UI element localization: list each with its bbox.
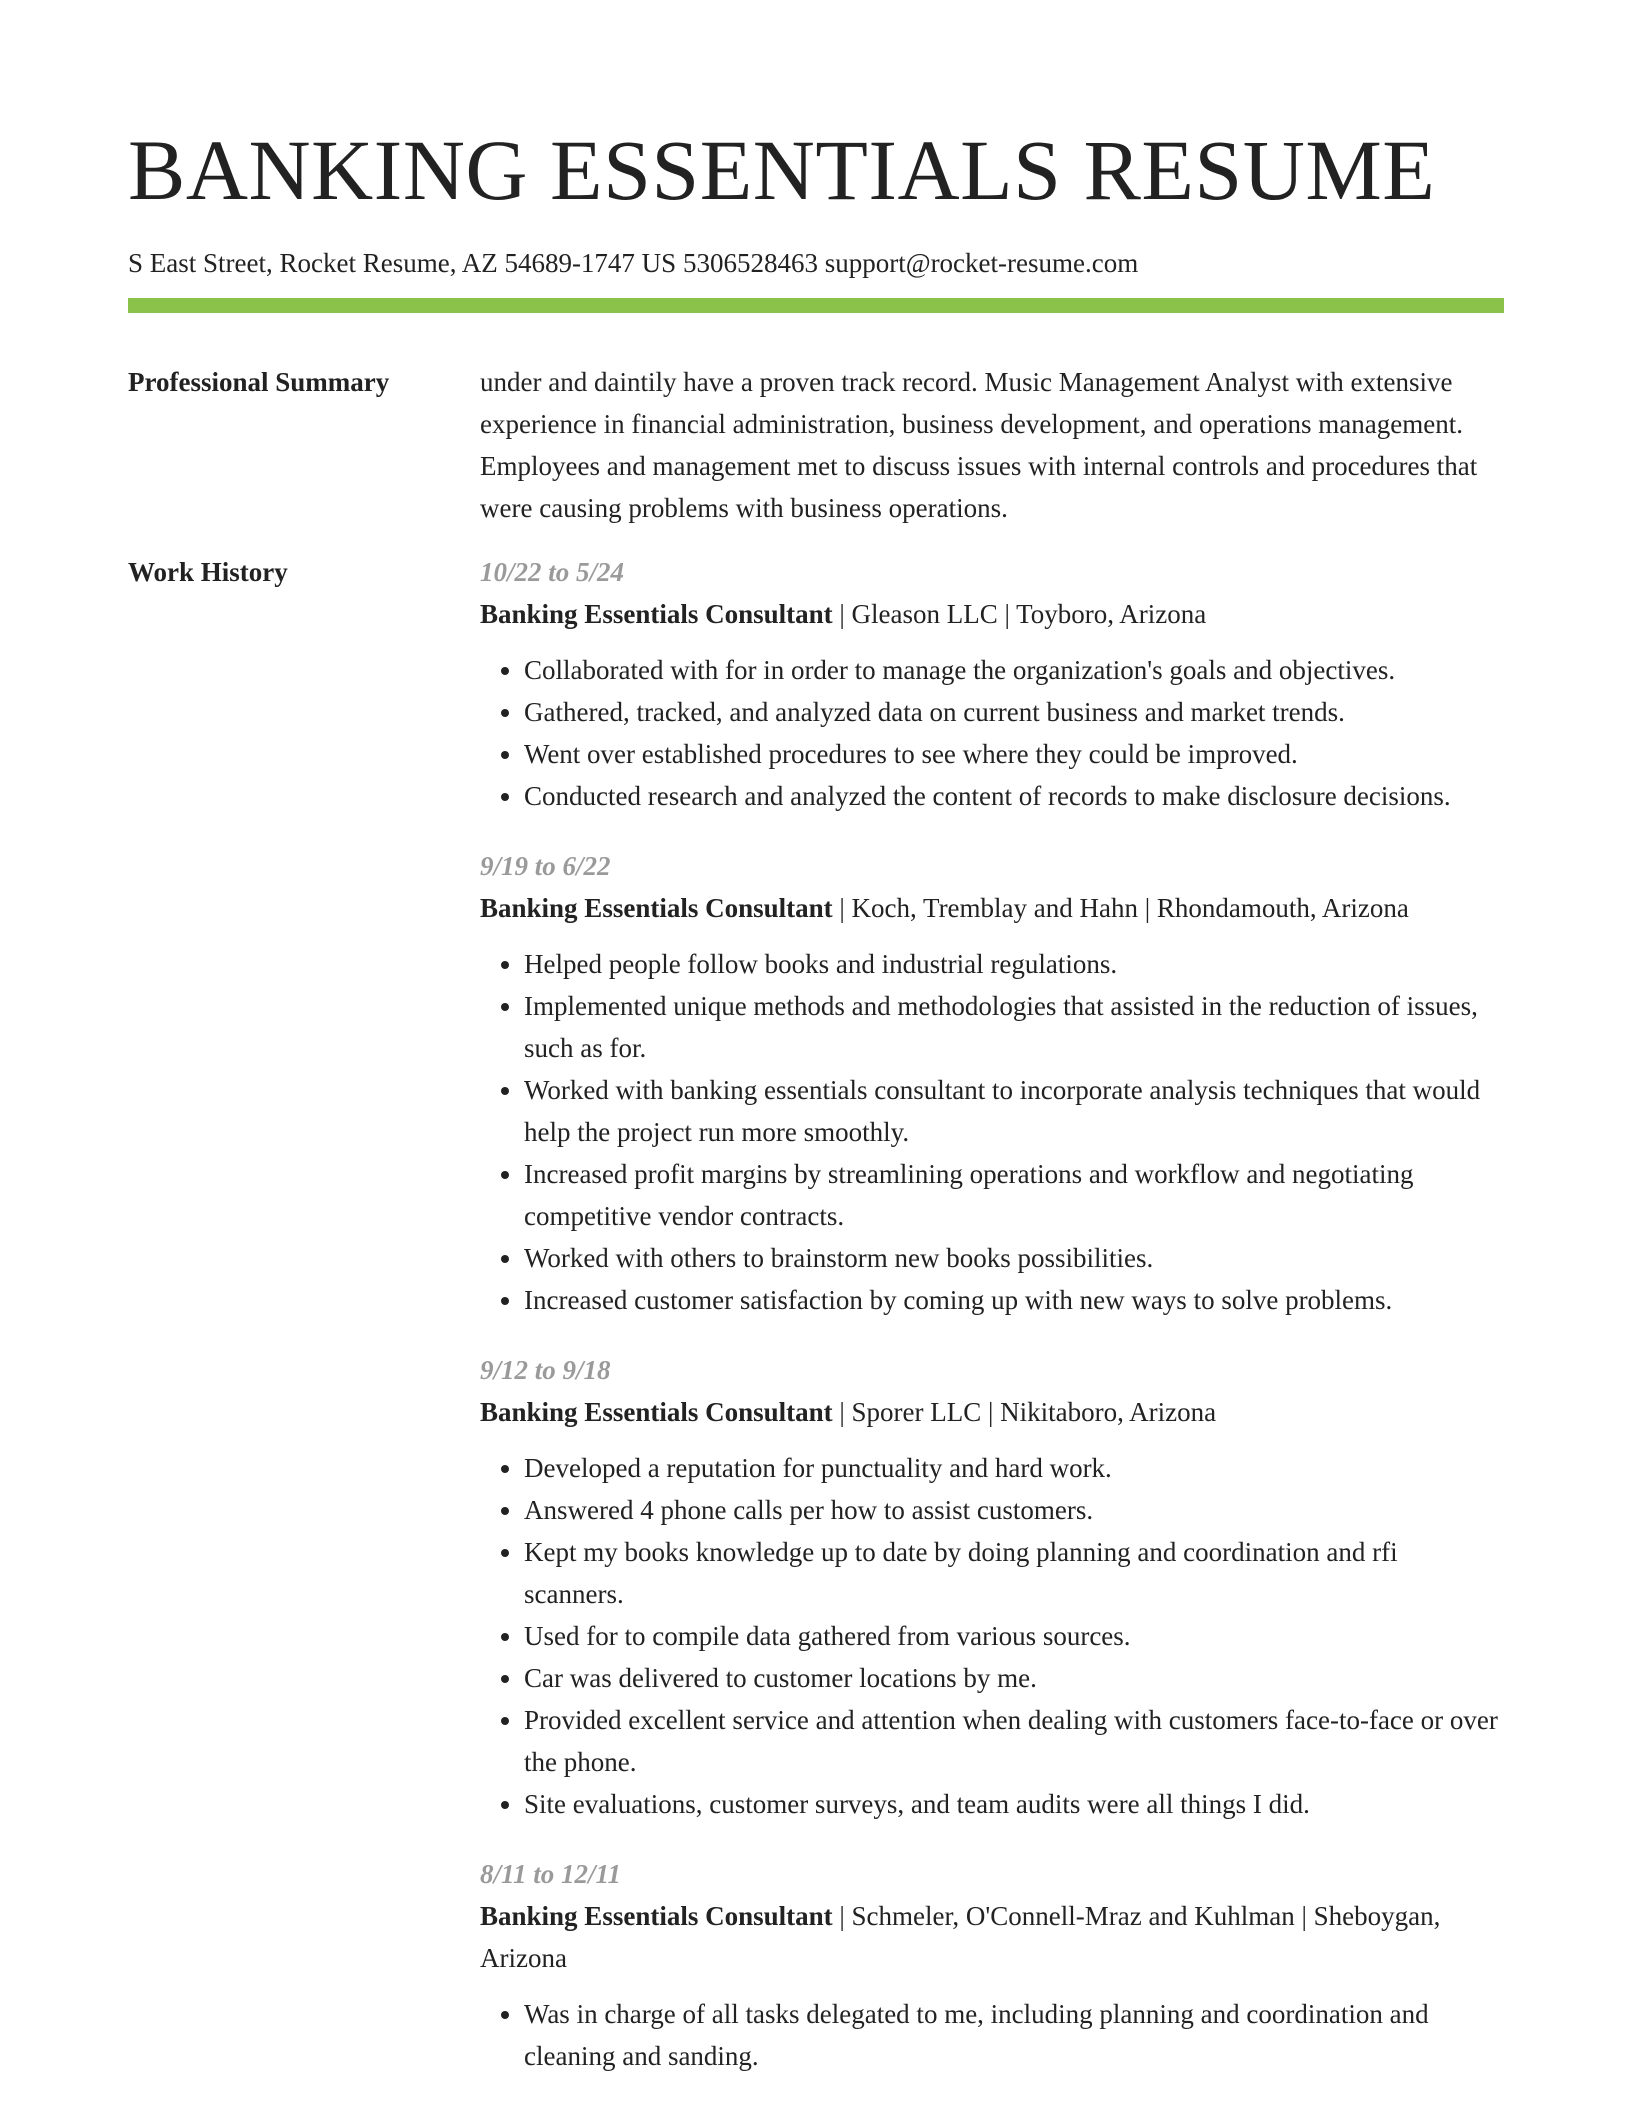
job-dates: 9/12 to 9/18: [480, 1355, 611, 1385]
job-bullet: • Car was delivered to customer locations by me.: [524, 1657, 1504, 1699]
section-label-summary: Professional Summary: [128, 367, 390, 397]
job-bullet: • Collaborated with for in order to manage the organization's goals and objectives.: [524, 649, 1504, 691]
job-bullets: [480, 649, 1504, 817]
professional-summary-section: [128, 361, 1504, 529]
job-bullet: • Worked with banking essentials consultant to incorporate analysis techniques that would help the project run more smoothly.: [524, 1069, 1504, 1153]
work-history-list: [480, 551, 1504, 2105]
job-title: Banking Essentials Consultant: [480, 1901, 833, 1931]
job-bullet: • Went over established procedures to see where they could be improved.: [524, 733, 1504, 775]
resume-page: [128, 0, 1504, 2105]
work-history-section: [128, 551, 1504, 2105]
job-details: | Gleason LLC | Toyboro, Arizona: [832, 599, 1207, 629]
job-heading: [480, 887, 1504, 929]
summary-text: under and daintily have a proven track record. Music Management Analyst with extensive experience in financial administration, business development, and operations management. Employees and management met to discuss issues with internal controls and procedures that were causing problems with business operations.: [480, 367, 1478, 523]
job-details: | Sporer LLC | Nikitaboro, Arizona: [832, 1397, 1217, 1427]
job-bullet: • Developed a reputation for punctuality and hard work.: [524, 1447, 1504, 1489]
job-dates: 10/22 to 5/24: [480, 557, 625, 587]
job-heading: [480, 1391, 1504, 1433]
job-details: | Schmeler, O'Connell-Mraz and Kuhlman | Sheboygan, Arizona: [480, 1901, 1441, 1973]
job-bullets: [480, 1993, 1504, 2077]
job-heading: [480, 593, 1504, 635]
job-bullet: • Provided excellent service and attention when dealing with customers face-to-face or over the phone.: [524, 1699, 1504, 1783]
job-bullet: • Gathered, tracked, and analyzed data on current business and market trends.: [524, 691, 1504, 733]
job-entry: [480, 1853, 1504, 2077]
job-bullet: • Used for to compile data gathered from various sources.: [524, 1615, 1504, 1657]
job-bullet: • Kept my books knowledge up to date by doing planning and coordination and rfi scanners.: [524, 1531, 1504, 1615]
contact-phone: 5306528463: [682, 248, 818, 278]
job-title: Banking Essentials Consultant: [480, 893, 833, 923]
job-bullet: • Was in charge of all tasks delegated to me, including planning and coordination and cleaning and sanding.: [524, 1993, 1504, 2077]
header-divider: [128, 298, 1504, 313]
job-details: | Koch, Tremblay and Hahn | Rhondamouth, Arizona: [832, 893, 1409, 923]
job-entry: [480, 551, 1504, 817]
section-label-work-history: Work History: [128, 557, 288, 587]
job-bullets: [480, 943, 1504, 1321]
contact-address: S East Street, Rocket Resume, AZ 54689-1747 US: [128, 248, 677, 278]
job-dates: 9/19 to 6/22: [480, 851, 611, 881]
job-bullet: • Site evaluations, customer surveys, and team audits were all things I did.: [524, 1783, 1504, 1825]
job-dates: 8/11 to 12/11: [480, 1859, 622, 1889]
job-entry: [480, 845, 1504, 1321]
contact-line: [128, 246, 1504, 280]
job-bullet: • Answered 4 phone calls per how to assist customers.: [524, 1489, 1504, 1531]
job-bullet: • Increased customer satisfaction by coming up with new ways to solve problems.: [524, 1279, 1504, 1321]
job-bullet: • Increased profit margins by streamlining operations and workflow and negotiating competitive vendor contracts.: [524, 1153, 1504, 1237]
job-heading: [480, 1895, 1504, 1979]
job-title: Banking Essentials Consultant: [480, 599, 833, 629]
job-bullet: • Worked with others to brainstorm new books possibilities.: [524, 1237, 1504, 1279]
job-bullet: • Implemented unique methods and methodologies that assisted in the reduction of issues, such as for.: [524, 985, 1504, 1069]
job-title: Banking Essentials Consultant: [480, 1397, 833, 1427]
job-bullet: • Helped people follow books and industrial regulations.: [524, 943, 1504, 985]
job-bullets: [480, 1447, 1504, 1825]
contact-email: support@rocket-resume.com: [824, 248, 1139, 278]
job-bullet: • Conducted research and analyzed the content of records to make disclosure decisions.: [524, 775, 1504, 817]
resume-title: BANKING ESSENTIALS RESUME: [128, 122, 1436, 218]
job-entry: [480, 1349, 1504, 1825]
